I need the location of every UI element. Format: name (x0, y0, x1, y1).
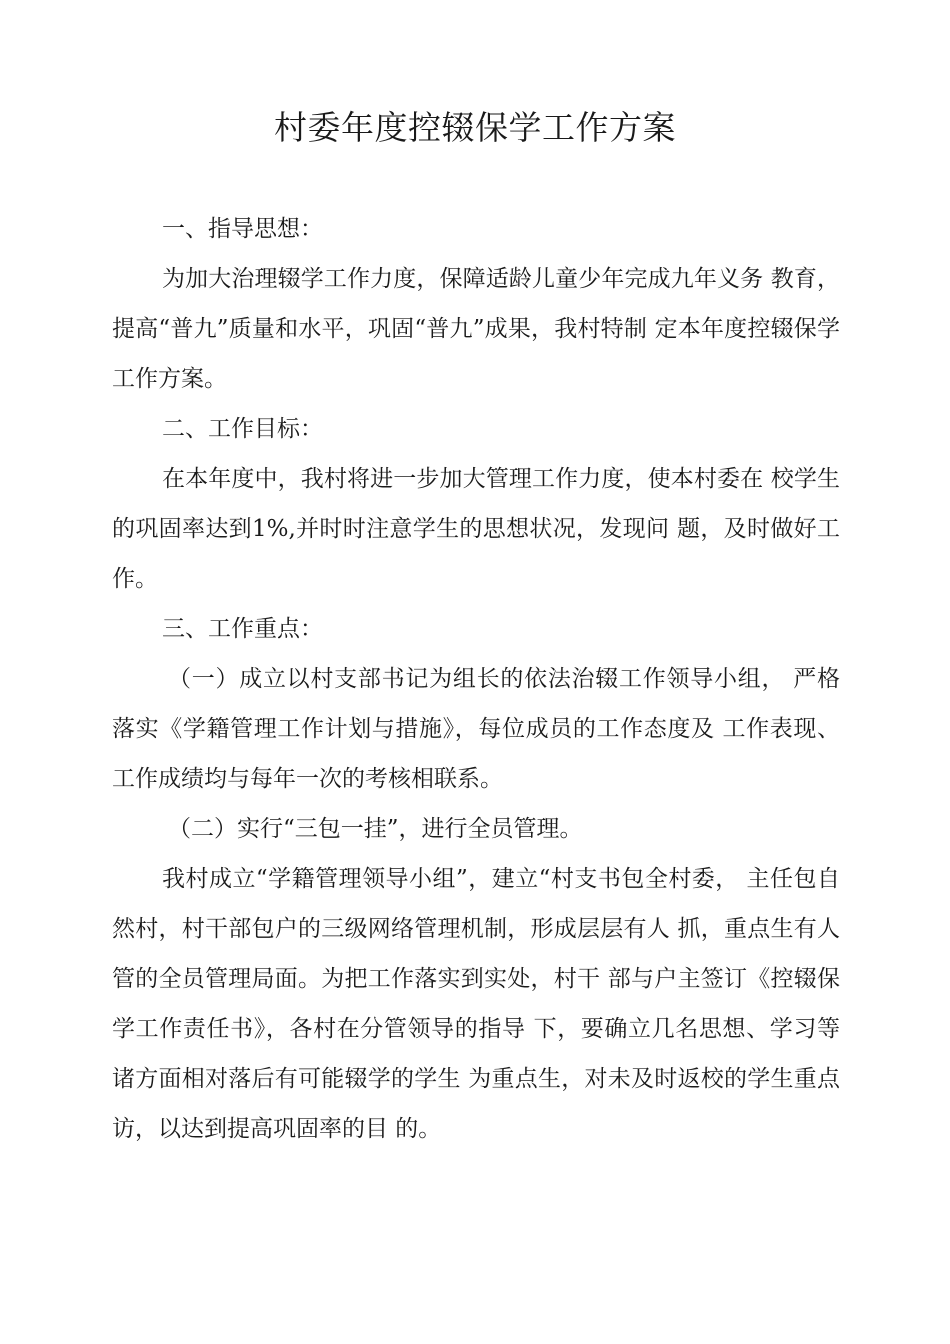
section-heading-work-goals: 二、工作目标： (162, 416, 323, 442)
document-title: 村委年度控辍保学工作方案 (274, 108, 676, 147)
paragraph-priority-two: （二）实行“三包一挂”，进行全员管理。 (168, 816, 583, 842)
document-body (112, 204, 840, 1154)
section-heading-guiding-ideology: 一、指导思想： (162, 216, 323, 242)
paragraph-work-goals: 在本年度中，我村将进一步加大管理工作力度，使本村委在 校学生的巩固率达到1%,并时时注意学生的思想状况，发现问 题，及时做好工作。 (112, 466, 840, 592)
paragraph-priority-one: （一）成立以村支部书记为组长的依法治辍工作领导小组， 严格落实《学籍管理工作计划与措施》，每位成员的工作态度及 工作表现、工作成绩均与每年一次的考核相联系。 (112, 666, 840, 792)
paragraph-guiding-ideology: 为加大治理辍学工作力度，保障适龄儿童少年完成九年义务 教育，提高“普九”质量和水平，巩固“普九”成果，我村特制 定本年度控辍保学工作方案。 (112, 266, 840, 392)
paragraph-management-details: 我村成立“学籍管理领导小组”，建立“村支书包全村委， 主任包自然村，村干部包户的三级网络管理机制，形成层层有人 抓，重点生有人管的全员管理局面。为把工作落实到实处，村干 部与户主签订《控辍保学工作责任书》，各村在分管领导的指导 下，要确立几名思想、学习等诸方面相对落后有可能辍学的学生 为重点生，对未及时返校的学生重点访，以达到提高巩固率的目 的。 (112, 866, 840, 1142)
section-heading-work-priorities: 三、工作重点： (162, 616, 323, 642)
